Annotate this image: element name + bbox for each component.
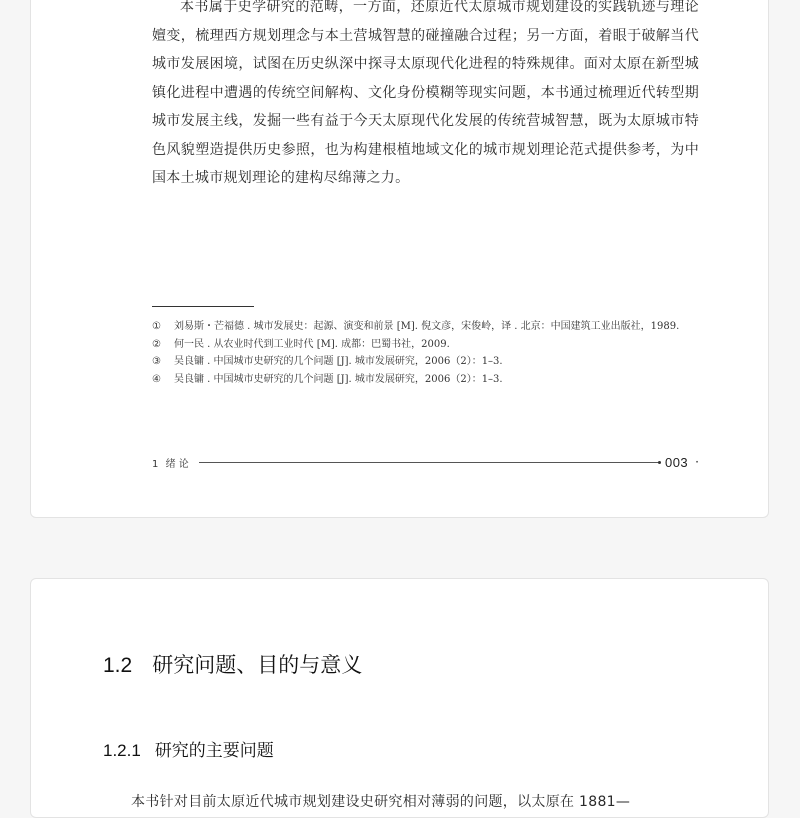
footer-chapter xyxy=(152,455,189,470)
document-page xyxy=(30,578,769,818)
footnote-list xyxy=(152,318,712,388)
footnote-item xyxy=(152,336,712,354)
section-number: 1.2 xyxy=(103,654,133,677)
footnote-mark: ② xyxy=(152,338,161,350)
footnote-mark: ④ xyxy=(152,373,161,385)
footer-chapter-title: 绪 论 xyxy=(165,458,189,470)
footnote-text: 吴良镛 . 中国城市史研究的几个问题 [J]. 城市发展研究，2006（2）：1–3. xyxy=(174,373,503,385)
page-number-dot: · xyxy=(695,455,699,469)
subsection-heading xyxy=(103,736,274,761)
footer-rule xyxy=(199,462,659,463)
footnote-text: 何一民 . 从农业时代到工业时代 [M]. 成都：巴蜀书社，2009. xyxy=(174,338,450,350)
running-footer xyxy=(152,454,699,470)
document-page xyxy=(30,0,769,518)
body-paragraph: 本书针对目前太原近代城市规划建设史研究相对薄弱的问题，以太原在 1881— xyxy=(131,794,631,810)
subsection-title: 研究的主要问题 xyxy=(154,741,274,760)
footnote-item xyxy=(152,318,712,336)
footnote-mark: ① xyxy=(152,321,161,332)
footnote-text: 刘易斯・芒福德 . 城市发展史：起源、演变和前景 [M]. 倪文彦，宋俊岭，译 . 北京：中国建筑工业出版社，1989. xyxy=(174,321,680,332)
footnote-item xyxy=(152,353,712,371)
footer-chapter-number: 1 xyxy=(152,458,159,470)
body-paragraph: 本书属于史学研究的范畴，一方面，还原近代太原城市规划建设的实践轨迹与理论嬗变，梳理西方规划理念与本土营城智慧的碰撞融合过程；另一方面，着眼于破解当代城市发展困境，试图在历史纵深中探寻太原现代化进程的特殊规律。面对太原在新型城镇化进程中遭遇的传统空间解构、文化身份模糊等现实问题，本书通过梳理近代转型期城市发展主线，发掘一些有益于今天太原现代化发展的传统营城智慧，既为太原城市特色风貌塑造提供历史参照，也为构建根植地域文化的城市规划理论范式提供参考，为中国本土城市规划理论的建构尽绵薄之力。 xyxy=(152,0,699,186)
section-title: 研究问题、目的与意义 xyxy=(152,654,363,677)
section-heading xyxy=(103,649,362,679)
footnote-mark: ③ xyxy=(152,356,161,367)
footnote-text: 吴良镛 . 中国城市史研究的几个问题 [J]. 城市发展研究，2006（2）：1–3. xyxy=(174,356,503,367)
footnote-item xyxy=(152,371,712,389)
footnote-separator xyxy=(152,306,254,307)
page-number: 003 xyxy=(664,454,689,470)
subsection-number: 1.2.1 xyxy=(103,741,141,760)
